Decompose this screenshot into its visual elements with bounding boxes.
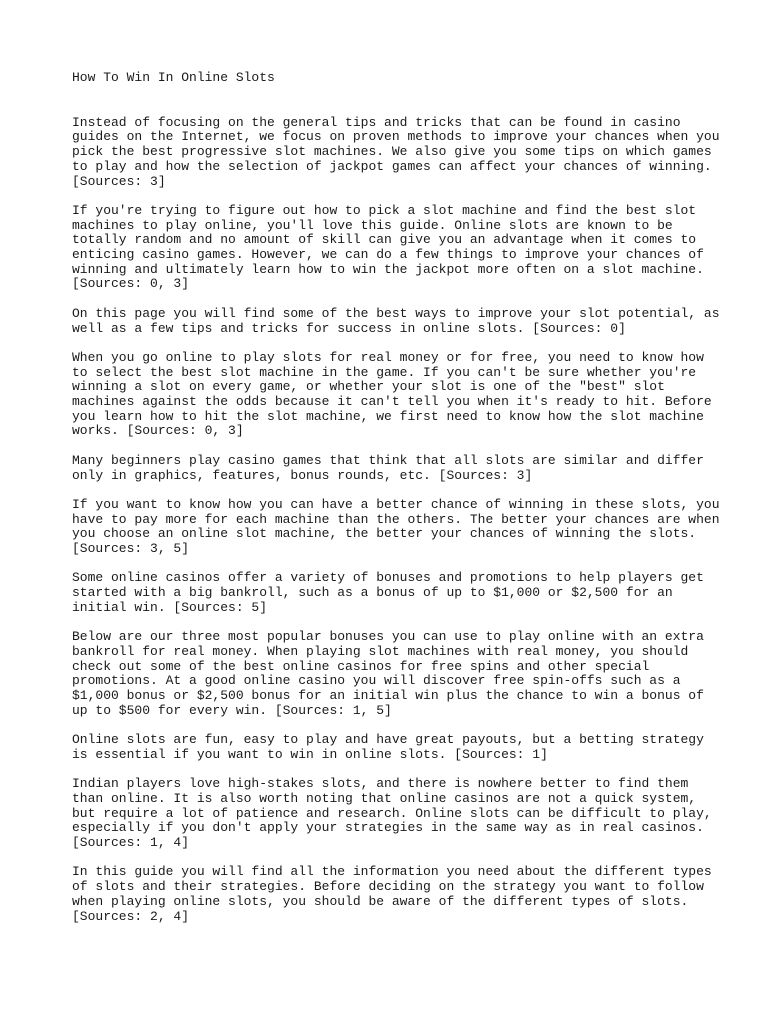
paragraph-line: promotions. At a good online casino you will discover free spin-offs such as a: [72, 673, 681, 689]
paragraph-line: Below are our three most popular bonuses you can use to play online with an extra: [72, 629, 704, 645]
paragraph-line: guides on the Internet, we focus on proven methods to improve your chances when you: [72, 129, 720, 145]
paragraph-line: to select the best slot machine in the game. If you can't be sure whether you're: [72, 364, 697, 380]
paragraph: [72, 114, 720, 190]
paragraph-line: only in graphics, features, bonus rounds, etc. [Sources: 3]: [72, 467, 533, 483]
paragraph-line: winning and ultimately learn how to win the jackpot more often on a slot machine.: [72, 261, 704, 277]
paragraph: [72, 204, 704, 292]
paragraph-line: pick the best progressive slot machines. We also give you some tips on which games: [72, 144, 712, 160]
paragraph: [72, 454, 704, 483]
document-body: [72, 114, 720, 925]
paragraph: [72, 571, 704, 615]
paragraph-line: bankroll for real money. When playing slot machines with real money, you should: [72, 643, 689, 659]
paragraph-line: than online. It is also worth noting that online casinos are not a quick system,: [72, 790, 697, 806]
paragraph-line: Instead of focusing on the general tips and tricks that can be found in casino: [72, 114, 681, 130]
paragraph-line: If you want to know how you can have a better chance of winning in these slots, you: [72, 496, 720, 512]
paragraph: [72, 630, 704, 718]
paragraph-line: especially if you don't apply your strategies in the same way as in real casinos.: [72, 820, 704, 836]
paragraph-line: but require a lot of patience and research. Online slots can be difficult to play,: [72, 805, 712, 821]
paragraph: [72, 305, 720, 336]
paragraph-line: [Sources: 2, 4]: [72, 908, 190, 924]
paragraph-line: [Sources: 3]: [72, 173, 166, 189]
paragraph-line: up to $500 for every win. [Sources: 1, 5]: [72, 702, 392, 718]
paragraph: [72, 864, 712, 924]
paragraph-line: [Sources: 3, 5]: [72, 541, 190, 557]
paragraph-line: winning a slot on every game, or whether your slot is one of the "best" slot: [72, 379, 665, 395]
paragraph-line: is essential if you want to win in online slots. [Sources: 1]: [72, 746, 548, 762]
paragraph-line: works. [Sources: 0, 3]: [72, 423, 244, 439]
paragraph-line: enticing casino games. However, we can do a few things to improve your chances of: [72, 247, 704, 263]
paragraph-line: [Sources: 1, 4]: [72, 835, 190, 851]
paragraph-line: machines to play online, you'll love this guide. Online slots are known to be: [72, 217, 673, 233]
paragraph-line: check out some of the best online casinos for free spins and other special: [72, 658, 650, 674]
paragraph-line: $1,000 bonus or $2,500 bonus for an initial win plus the chance to win a bonus of: [72, 688, 704, 704]
paragraph-line: Online slots are fun, easy to play and have great payouts, but a betting strategy: [72, 732, 704, 748]
paragraph-line: you learn how to hit the slot machine, we first need to know how the slot machine: [72, 408, 704, 424]
paragraph-line: well as a few tips and tricks for success in online slots. [Sources: 0]: [72, 320, 626, 336]
paragraph: [72, 496, 720, 557]
paragraph-line: [Sources: 0, 3]: [72, 276, 190, 292]
paragraph-line: In this guide you will find all the information you need about the different types: [72, 864, 712, 880]
paragraph-line: of slots and their strategies. Before deciding on the strategy you want to follow: [72, 879, 704, 895]
paragraph-line: Indian players love high-stakes slots, and there is nowhere better to find them: [72, 776, 689, 792]
paragraph-line: have to pay more for each machine than the others. The better your chances are when: [72, 511, 720, 527]
paragraph-line: machines against the odds because it can't tell you when it's ready to hit. Before: [72, 394, 712, 410]
paragraph-line: When you go online to play slots for real money or for free, you need to know how: [72, 349, 704, 365]
paragraph-line: Some online casinos offer a variety of bonuses and promotions to help players get: [72, 570, 704, 586]
paragraph-line: when playing online slots, you should be aware of the different types of slots.: [72, 893, 689, 909]
paragraph-line: totally random and no amount of skill can give you an advantage when it comes to: [72, 232, 697, 248]
document-title: How To Win In Online Slots: [72, 70, 275, 85]
paragraph-line: initial win. [Sources: 5]: [72, 599, 268, 615]
paragraph-line: Many beginners play casino games that think that all slots are similar and differ: [72, 452, 704, 468]
paragraph: [72, 776, 712, 851]
document-page: [72, 70, 720, 939]
paragraph: [72, 349, 712, 439]
paragraph-line: started with a big bankroll, such as a bonus of up to $1,000 or $2,500 for an: [72, 585, 673, 601]
paragraph-line: you choose an online slot machine, the better your chances of winning the slots.: [72, 526, 697, 542]
paragraph-line: On this page you will find some of the best ways to improve your slot potential, as: [72, 305, 720, 321]
paragraph-line: If you're trying to figure out how to pick a slot machine and find the best slot: [72, 202, 697, 218]
paragraph: [72, 733, 704, 762]
paragraph-line: to play and how the selection of jackpot games can affect your chances of winning.: [72, 158, 712, 174]
